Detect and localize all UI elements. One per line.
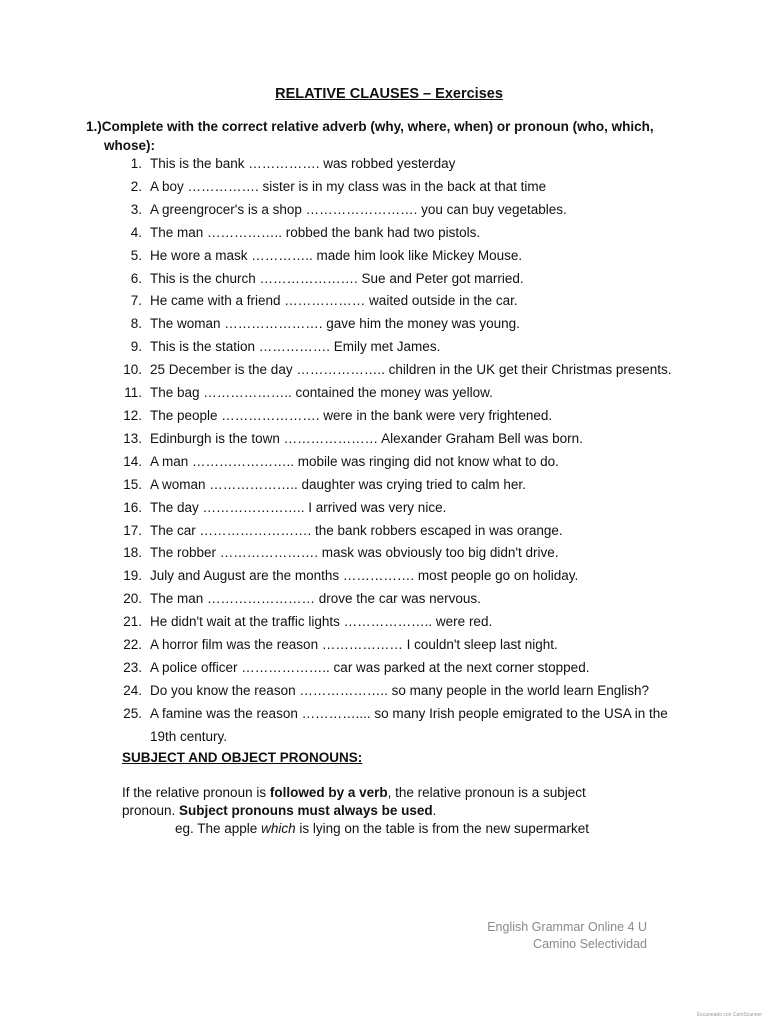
- page-title: RELATIVE CLAUSES – Exercises: [275, 86, 503, 102]
- exercise-item: [100, 703, 700, 749]
- exercise-item: [100, 451, 700, 474]
- exercise-text: A greengrocer's is a shop ……………………. you can buy vegetables.: [150, 201, 567, 217]
- exercise-number: 10.: [123, 362, 142, 378]
- exercise-text: He wore a mask ………….. made him look like Mickey Mouse.: [150, 247, 523, 263]
- exercise-number: 4.: [130, 224, 142, 240]
- exercise-item: [100, 153, 700, 176]
- explanation-text-3: .: [432, 803, 437, 818]
- exercise-item: [100, 565, 700, 588]
- exercise-item: [100, 497, 700, 520]
- exercise-text: 25 December is the day ……………….. children in the UK get their Christmas presents.: [150, 362, 672, 378]
- exercise-number: 19.: [123, 568, 142, 584]
- exercise-number: 7.: [130, 293, 142, 309]
- exercise-item: [100, 405, 700, 428]
- example-text-2: is lying on the table is from the new supermarket: [295, 821, 589, 836]
- exercise-number: 16.: [123, 499, 142, 515]
- exercise-list: [100, 153, 700, 749]
- exercise-number: 17.: [123, 522, 142, 538]
- exercise-text: Edinburgh is the town ………………… Alexander Graham Bell was born.: [150, 430, 583, 446]
- exercise-number: 23.: [123, 659, 142, 675]
- exercise-item: [100, 634, 700, 657]
- exercise-item: [100, 542, 700, 565]
- explanation-text-2: , the relative pronoun is a subject pronoun.: [122, 785, 586, 818]
- exercise-number: 11.: [124, 385, 142, 401]
- exercise-text: A police officer ……………….. car was parked at the next corner stopped.: [150, 659, 590, 675]
- exercise-item: [100, 520, 700, 543]
- exercise-item: [100, 657, 700, 680]
- exercise-item: [100, 611, 700, 634]
- exercise-text: The bag ……………….. contained the money was yellow.: [150, 385, 493, 401]
- exercise-item: [100, 268, 700, 291]
- section-heading: SUBJECT AND OBJECT PRONOUNS:: [122, 750, 363, 765]
- exercise-number: 1.: [130, 156, 142, 171]
- exercise-item: [100, 382, 700, 405]
- exercise-item: [100, 336, 700, 359]
- exercise-text: The people …………………. were in the bank were very frightened.: [150, 407, 553, 423]
- exercise-number: 25.: [123, 705, 142, 721]
- instruction-line1: Complete with the correct relative adverb (why, where, when) or pronoun (who, which,: [101, 119, 654, 134]
- exercise-number: 21.: [123, 614, 142, 630]
- exercise-number: 9.: [130, 339, 142, 355]
- exercise-number: 8.: [130, 316, 142, 332]
- exercise-text: The man …………….. robbed the bank had two pistols.: [150, 224, 481, 240]
- exercise-number: 20.: [123, 591, 142, 607]
- exercise-text: The man …………………… drove the car was nervous.: [150, 591, 481, 607]
- explanation-text-1: If the relative pronoun is: [122, 785, 270, 800]
- exercise-item: [100, 176, 700, 199]
- exercise-item: [100, 428, 700, 451]
- exercise-item: [100, 588, 700, 611]
- instruction: [86, 117, 686, 155]
- explanation-bold-2: Subject pronouns must always be used: [179, 803, 433, 818]
- exercise-item: [100, 474, 700, 497]
- exercise-number: 6.: [130, 270, 142, 286]
- example-italic: which: [261, 821, 296, 836]
- footer-line-2: Camino Selectividad: [533, 937, 647, 951]
- exercise-number: 15.: [123, 476, 142, 492]
- exercise-item: [100, 359, 700, 382]
- exercise-number: 2.: [130, 178, 142, 194]
- exercise-number: 22.: [123, 637, 142, 653]
- exercise-text: The car ……………………. the bank robbers escaped in was orange.: [150, 522, 563, 538]
- instruction-line2: whose):: [104, 138, 156, 153]
- explanation-bold-1: followed by a verb: [269, 785, 388, 800]
- exercise-text: This is the station ……………. Emily met James.: [150, 339, 441, 355]
- scanner-stamp: Escaneado con CamScanner: [696, 1012, 762, 1018]
- exercise-text: A horror film was the reason ……………… I couldn't sleep last night.: [150, 637, 558, 653]
- exercise-text: A man ………………….. mobile was ringing did not know what to do.: [150, 453, 559, 469]
- exercise-number: 13.: [123, 430, 142, 446]
- exercise-text: The robber …………………. mask was obviously too big didn't drive.: [150, 545, 559, 561]
- exercise-item: [100, 222, 700, 245]
- exercise-number: 5.: [130, 247, 142, 263]
- exercise-text: July and August are the months ……………. most people go on holiday.: [150, 568, 579, 584]
- exercise-text: The day ………………….. I arrived was very nice.: [150, 499, 447, 515]
- exercise-text: A famine was the reason ………….... so many Irish people emigrated to the USA in the 19th century.: [150, 705, 668, 744]
- exercise-number: 3.: [130, 201, 142, 217]
- footer-line-1: English Grammar Online 4 U: [487, 920, 647, 934]
- explanation-paragraph: [122, 784, 642, 820]
- exercise-number: 14.: [123, 453, 142, 469]
- example-text-1: eg. The apple: [175, 821, 262, 836]
- exercise-text: A woman ……………….. daughter was crying tried to calm her.: [150, 476, 526, 492]
- exercise-text: This is the church …………………. Sue and Peter got married.: [150, 270, 524, 286]
- exercise-item: [100, 680, 700, 703]
- exercise-item: [100, 290, 700, 313]
- exercise-text: Do you know the reason ……………….. so many people in the world learn English?: [150, 682, 649, 698]
- exercise-text: A boy ……………. sister is in my class was in the back at that time: [150, 178, 547, 194]
- exercise-text: He came with a friend ……………… waited outside in the car.: [150, 293, 518, 309]
- exercise-number: 24.: [123, 682, 142, 698]
- exercise-text: The woman …………………. gave him the money was young.: [150, 316, 520, 332]
- exercise-number: 18.: [123, 545, 142, 561]
- footer: [487, 919, 647, 953]
- exercise-text: He didn't wait at the traffic lights ……………….. were red.: [150, 614, 493, 630]
- exercise-item: [100, 199, 700, 222]
- exercise-text: This is the bank ……………. was robbed yesterday: [150, 156, 456, 171]
- example-sentence: [175, 820, 589, 838]
- exercise-item: [100, 245, 700, 268]
- instruction-number: 1.): [86, 119, 102, 134]
- exercise-item: [100, 313, 700, 336]
- exercise-number: 12.: [123, 407, 142, 423]
